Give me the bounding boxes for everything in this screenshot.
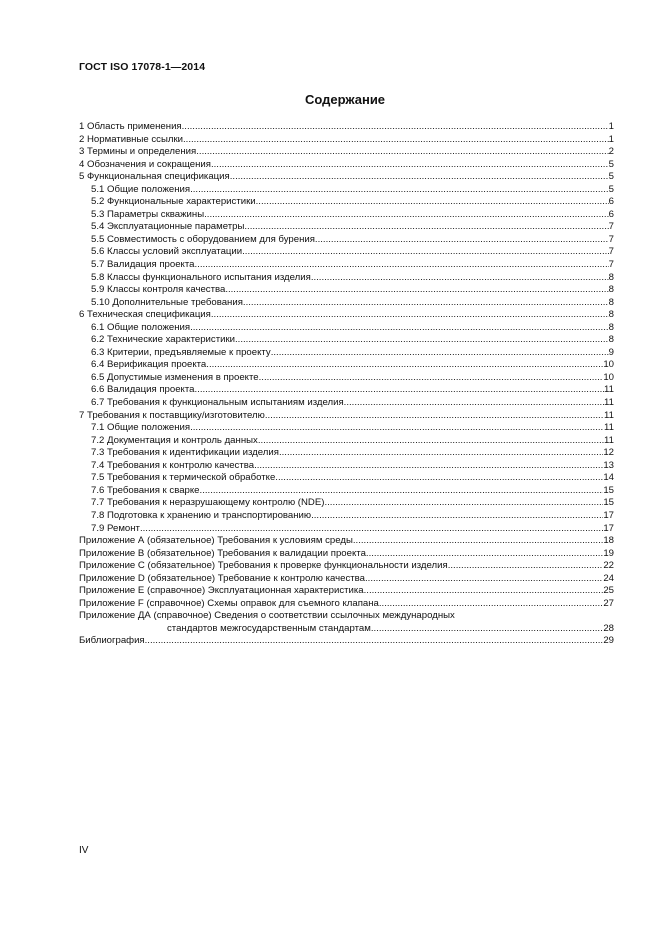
toc-leader-dots: [365, 573, 603, 586]
toc-entry[interactable]: [79, 259, 614, 272]
table-of-contents: [79, 121, 614, 648]
toc-leader-dots: [254, 460, 603, 473]
toc-entry-title: 7.5 Требования к термической обработке: [91, 472, 276, 484]
toc-leader-dots: [190, 422, 604, 435]
toc-entry[interactable]: [79, 410, 614, 423]
toc-leader-dots: [271, 347, 609, 360]
toc-entry[interactable]: [79, 359, 614, 372]
toc-leader-dots: [279, 447, 603, 460]
toc-entry[interactable]: [79, 510, 614, 523]
toc-entry[interactable]: [79, 585, 614, 598]
toc-entry-title: 6.2 Технические характеристики: [91, 334, 236, 346]
toc-entry-page: 14: [603, 472, 614, 484]
toc-entry-page: 8: [608, 334, 614, 346]
toc-entry-page: 29: [603, 635, 614, 647]
toc-entry[interactable]: [79, 497, 614, 510]
toc-entry[interactable]: [79, 334, 614, 347]
toc-entry-title: стандартов межгосударственным стандартам: [167, 622, 371, 634]
toc-entry[interactable]: [79, 384, 614, 397]
toc-entry-page: 18: [603, 535, 614, 547]
toc-entry-title: 3 Термины и определения: [79, 146, 197, 158]
toc-entry-title: 4 Обозначения и сокращения: [79, 158, 211, 170]
toc-entry-page: 13: [603, 459, 614, 471]
toc-entry-page: 24: [603, 572, 614, 584]
toc-entry-page: 5: [608, 183, 614, 195]
toc-entry-title: 5 Функциональная спецификация: [79, 171, 230, 183]
toc-leader-dots: [244, 221, 608, 234]
toc-entry-page: 8: [608, 284, 614, 296]
toc-entry[interactable]: [79, 272, 614, 285]
toc-entry[interactable]: [79, 472, 614, 485]
toc-entry[interactable]: [79, 234, 614, 247]
toc-entry[interactable]: [79, 146, 614, 159]
toc-entry[interactable]: [79, 322, 614, 335]
toc-entry-title: 7.8 Подготовка к хранению и транспортированию: [91, 509, 312, 521]
toc-entry[interactable]: [79, 397, 614, 410]
toc-leader-dots: [324, 497, 603, 510]
toc-entry[interactable]: [79, 548, 614, 561]
toc-entry-page: 12: [603, 447, 614, 459]
toc-entry[interactable]: [79, 573, 614, 586]
toc-entry[interactable]: [79, 121, 614, 134]
toc-leader-dots: [230, 171, 609, 184]
toc-leader-dots: [448, 560, 604, 573]
toc-entry-title: 5.9 Классы контроля качества: [91, 284, 226, 296]
toc-entry[interactable]: [79, 535, 614, 548]
toc-leader-dots: [206, 359, 603, 372]
toc-entry-title: 7.1 Общие положения: [91, 422, 191, 434]
toc-leader-dots: [275, 472, 603, 485]
toc-entry-title: 5.6 Классы условий эксплуатации: [91, 246, 243, 258]
toc-entry-annex-da-line1[interactable]: [79, 610, 614, 623]
toc-entry-page: 8: [608, 296, 614, 308]
toc-entry-page: 5: [608, 171, 614, 183]
toc-leader-dots: [256, 196, 609, 209]
toc-entry-title: Приложение А (обязательное) Требования к условиям среды: [79, 535, 353, 547]
toc-entry-title: 5.5 Совместимость с оборудованием для бурения: [91, 233, 315, 245]
toc-entry[interactable]: [79, 372, 614, 385]
toc-leader-dots: [140, 523, 603, 536]
toc-entry-title: 1 Область применения: [79, 121, 182, 132]
toc-leader-dots: [204, 209, 609, 222]
toc-entry[interactable]: [79, 297, 614, 310]
toc-entry-title: 6.6 Валидация проекта: [91, 384, 195, 396]
toc-title: Содержание: [304, 92, 386, 107]
toc-entry-page: 19: [603, 547, 614, 559]
toc-leader-dots: [379, 598, 603, 611]
toc-entry-title: 5.10 Дополнительные требования: [91, 296, 243, 308]
toc-entry-title: Приложение В (обязательное) Требования к валидации проекта: [79, 547, 366, 559]
toc-entry-title: Приложение D (обязательное) Требование к контролю качества: [79, 572, 365, 584]
toc-leader-dots: [366, 548, 603, 561]
toc-entry[interactable]: [79, 309, 614, 322]
toc-entry-title: 7.6 Требования к сварке: [91, 484, 200, 496]
toc-entry-title: Библиография: [79, 635, 145, 647]
toc-entry-title: 6.7 Требования к функциональным испытаниям изделия: [91, 397, 344, 409]
toc-entry[interactable]: [79, 460, 614, 473]
toc-leader-dots: [242, 246, 609, 259]
toc-leader-dots: [200, 485, 604, 498]
toc-entry[interactable]: [79, 347, 614, 360]
toc-entry-page: 10: [603, 371, 614, 383]
toc-entry-page: 10: [603, 359, 614, 371]
toc-leader-dots: [258, 435, 604, 448]
toc-entry-title: 5.7 Валидация проекта: [91, 259, 195, 271]
toc-entry-page: 6: [608, 208, 614, 220]
toc-entry[interactable]: [79, 184, 614, 197]
toc-leader-dots: [211, 309, 609, 322]
toc-leader-dots: [225, 284, 608, 297]
toc-entry-title: 7 Требования к поставщику/изготовителю: [79, 409, 265, 421]
toc-entry-title: 6.3 Критерии, предъявляемые к проекту: [91, 346, 271, 358]
toc-entry-page: 8: [608, 321, 614, 333]
toc-entry-page: 9: [608, 346, 614, 358]
toc-entry-bibliography[interactable]: [79, 635, 614, 648]
toc-leader-dots: [344, 397, 604, 410]
document-code: ГОСТ ISO 17078-1—2014: [79, 61, 206, 73]
toc-entry-title: 5.8 Классы функционального испытания изделия: [91, 271, 311, 283]
toc-entry-page: 11: [604, 422, 614, 434]
toc-entry-page: 28: [603, 622, 614, 634]
toc-entry-title: 5.3 Параметры скважины: [91, 208, 205, 220]
toc-entry-title: Приложение ДА (справочное) Сведения о соответствии ссылочных международных: [79, 610, 455, 622]
toc-entry-title: 6.1 Общие положения: [91, 321, 191, 333]
toc-entry-title: 5.4 Эксплуатационные параметры: [91, 221, 245, 233]
toc-entry[interactable]: [79, 171, 614, 184]
toc-leader-dots: [243, 297, 609, 310]
toc-entry-page: 11: [604, 397, 614, 409]
toc-entry-page: 6: [608, 196, 614, 208]
toc-entry-title: Приложение С (обязательное) Требования к проверке функциональности изделия: [79, 560, 448, 572]
toc-entry-title: 2 Нормативные ссылки: [79, 133, 184, 145]
toc-entry-title: 7.7 Требования к неразрушающему контролю (NDE): [91, 497, 325, 509]
toc-entry[interactable]: [79, 209, 614, 222]
toc-entry-title: 7.3 Требования к идентификации изделия: [91, 447, 279, 459]
toc-entry-page: 11: [604, 434, 614, 446]
toc-leader-dots: [235, 334, 609, 347]
toc-entry-page: 22: [603, 560, 614, 572]
toc-entry-page: 5: [608, 158, 614, 170]
toc-entry[interactable]: [79, 485, 614, 498]
toc-entry-title: 5.1 Общие положения: [91, 183, 191, 195]
toc-entry-title: 6.4 Верификация проекта: [91, 359, 207, 371]
toc-entry[interactable]: [79, 422, 614, 435]
toc-leader-dots: [211, 159, 609, 172]
toc-entry[interactable]: [79, 134, 614, 147]
toc-entry-title: 7.9 Ремонт: [91, 522, 140, 534]
toc-entry[interactable]: [79, 447, 614, 460]
toc-leader-dots: [190, 322, 609, 335]
page-number: IV: [79, 845, 89, 856]
toc-entry-page: 7: [608, 233, 614, 245]
toc-leader-dots: [265, 410, 604, 423]
toc-leader-dots: [145, 635, 604, 648]
toc-entry-title: Приложение F (справочное) Схемы оправок для съемного клапана: [79, 597, 379, 609]
toc-entry-page: 8: [608, 271, 614, 283]
toc-entry-title: 7.4 Требования к контролю качества: [91, 459, 255, 471]
toc-entry-title: 6.5 Допустимые изменения в проекте: [91, 371, 259, 383]
toc-leader-dots: [194, 384, 604, 397]
toc-entry[interactable]: [79, 435, 614, 448]
toc-entry[interactable]: [79, 523, 614, 536]
toc-entry-page: 7: [608, 221, 614, 233]
toc-leader-dots: [182, 121, 609, 134]
toc-entry-page: 17: [603, 522, 614, 534]
toc-leader-dots: [315, 234, 609, 247]
toc-entry-title: 6 Техническая спецификация: [79, 309, 211, 321]
toc-leader-dots: [259, 372, 604, 385]
toc-entry-page: 2: [608, 146, 614, 158]
toc-entry-title: 5.2 Функциональные характеристики: [91, 196, 256, 208]
toc-entry[interactable]: [79, 284, 614, 297]
toc-leader-dots: [353, 535, 603, 548]
toc-entry[interactable]: [79, 196, 614, 209]
toc-entry-page: 15: [603, 484, 614, 496]
toc-entry-page: 25: [603, 585, 614, 597]
toc-leader-dots: [194, 259, 608, 272]
toc-entry-page: 1: [608, 121, 614, 132]
toc-leader-dots: [364, 585, 604, 598]
toc-entry-page: 1: [608, 133, 614, 145]
toc-entry-page: 7: [608, 246, 614, 258]
toc-entry-page: 15: [603, 497, 614, 509]
toc-entry[interactable]: [79, 598, 614, 611]
toc-entry-page: 11: [604, 409, 614, 421]
toc-entry[interactable]: [79, 159, 614, 172]
toc-leader-dots: [311, 510, 603, 523]
toc-entry[interactable]: [79, 221, 614, 234]
toc-leader-dots: [371, 623, 603, 636]
toc-entry-page: 17: [603, 509, 614, 521]
toc-entry[interactable]: [79, 246, 614, 259]
toc-entry-page: 7: [608, 259, 614, 271]
toc-entry[interactable]: [79, 560, 614, 573]
toc-entry-title: Приложение Е (справочное) Эксплуатационная характеристика: [79, 585, 364, 597]
toc-entry-annex-da-line2[interactable]: [79, 623, 614, 636]
toc-entry-page: 8: [608, 309, 614, 321]
toc-leader-dots: [183, 134, 609, 147]
toc-leader-dots: [196, 146, 608, 159]
toc-entry-title: 7.2 Документация и контроль данных: [91, 434, 258, 446]
toc-entry-page: 11: [604, 384, 614, 396]
toc-leader-dots: [311, 272, 609, 285]
toc-leader-dots: [190, 184, 609, 197]
toc-entry-page: 27: [603, 597, 614, 609]
